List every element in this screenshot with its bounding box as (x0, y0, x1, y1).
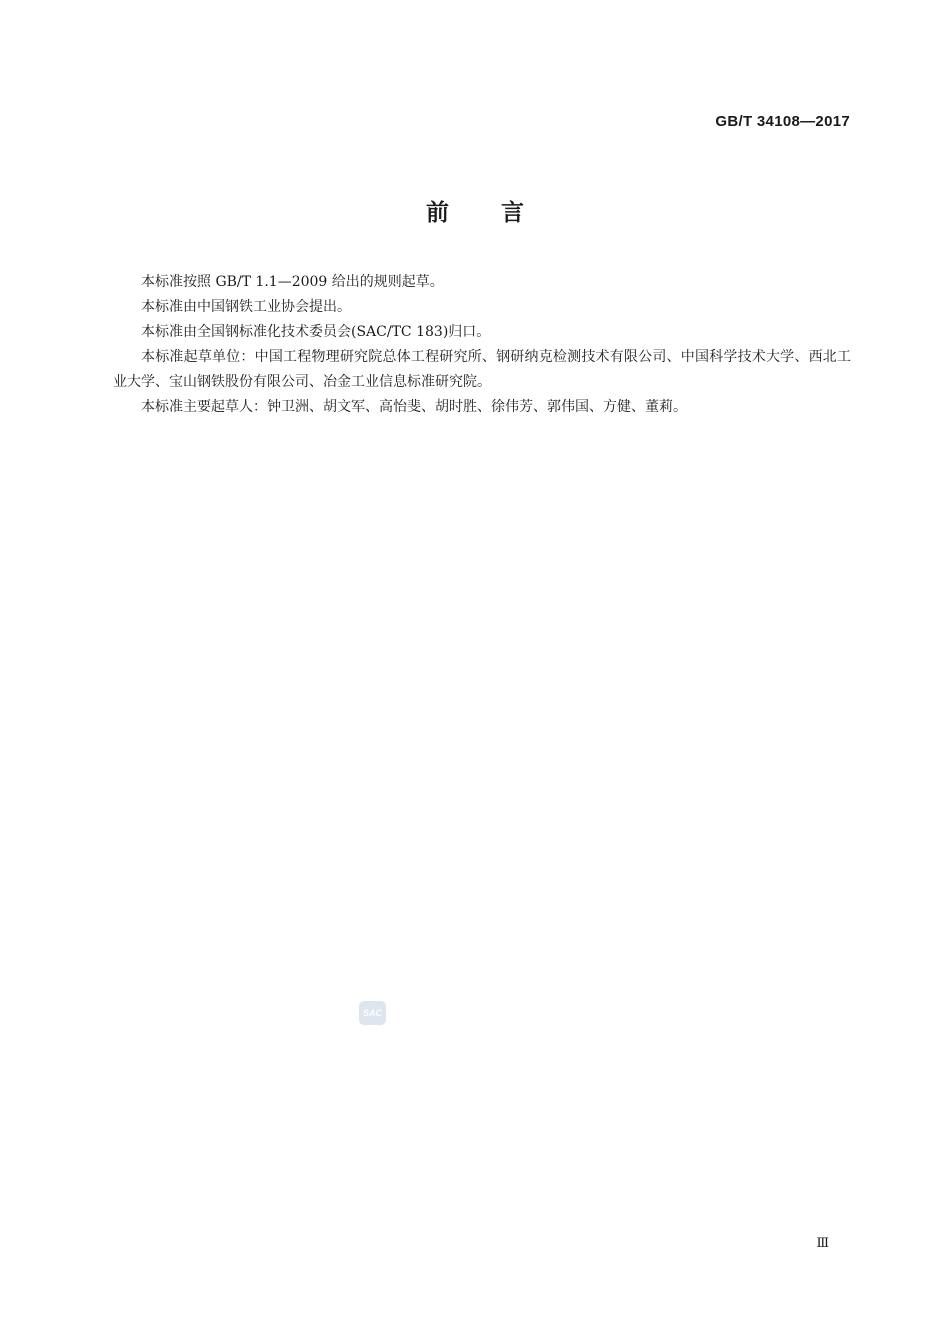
paragraph-committee: 本标准由全国钢标准化技术委员会(SAC/TC 183)归口。 (141, 324, 491, 340)
paragraph-proposer: 本标准由中国钢铁工业协会提出。 (141, 299, 351, 315)
page-title: 前言 (426, 200, 576, 226)
paragraph-drafting-rules: 本标准按照 GB/T 1.1—2009 给出的规则起草。 (141, 274, 444, 290)
paragraph-drafters: 本标准主要起草人：钟卫洲、胡文军、高怡斐、胡时胜、徐伟芳、郭伟国、方健、董莉。 (141, 399, 687, 415)
standard-code: GB/T 34108—2017 (715, 113, 850, 130)
page-number: Ⅲ (816, 1236, 829, 1251)
sac-watermark-icon: SAC (359, 1001, 386, 1025)
paragraph-drafting-units: 本标准起草单位：中国工程物理研究院总体工程研究所、钢研纳克检测技术有限公司、中国科学技术大学、西北工业大学、宝山钢铁股份有限公司、冶金工业信息标准研究院。 (113, 349, 851, 390)
foreword-body (113, 270, 851, 420)
